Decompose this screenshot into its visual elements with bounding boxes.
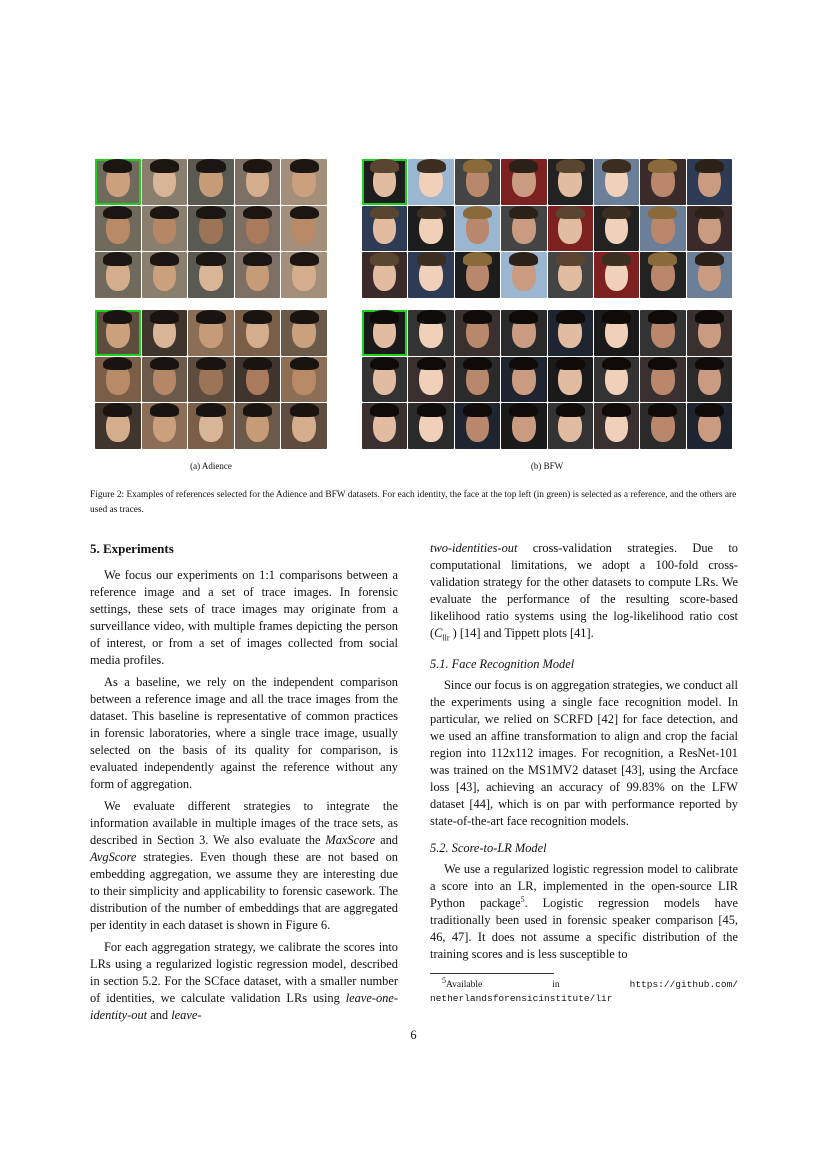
face-hair-shape [602, 403, 631, 417]
face-hair-shape [648, 159, 677, 173]
face-hair-shape [103, 206, 132, 220]
trace-face-image [594, 403, 639, 449]
face-hair-shape [602, 206, 631, 220]
trace-face-image [594, 310, 639, 356]
trace-face-image [687, 403, 732, 449]
paragraph: We evaluate different strategies to integrate the information available in multiple images of the trace sets, as described in Section 3. We also evaluate the MaxScore and AvgScore strategies. Even though these are not based on embedding aggregation, we assume they are interesting due to their simplicity and applicability to forensic casework. The distribution of the number of embeddings that are aggregated per identity in each dataset is shown in Figure 6. [90, 799, 398, 932]
face-hair-shape [695, 403, 724, 417]
trace-face-image [501, 206, 546, 252]
footnote-link-continued[interactable]: netherlandsforensicinstitute/lir [430, 993, 613, 1005]
face-hair-shape [150, 206, 179, 220]
face-hair-shape [509, 357, 538, 371]
face-hair-shape [556, 310, 585, 324]
face-hair-shape [290, 357, 319, 371]
face-hair-shape [648, 403, 677, 417]
trace-face-image [640, 159, 685, 205]
footnote: $^5$Available in https://github.com/ netherlandsforensicinstitute/lir [430, 976, 738, 1005]
trace-face-image [687, 357, 732, 403]
face-hair-shape [509, 310, 538, 324]
trace-face-image [281, 159, 327, 205]
face-hair-shape [417, 159, 446, 173]
trace-face-image [501, 310, 546, 356]
bfw-grid-top [362, 159, 732, 298]
face-hair-shape [556, 159, 585, 173]
subsection-heading-score-to-lr: 5.2. Score-to-LR Model [430, 841, 547, 856]
face-hair-shape [150, 357, 179, 371]
trace-face-image [95, 206, 141, 252]
trace-face-image [548, 252, 593, 298]
trace-face-image [501, 403, 546, 449]
paragraph: For each aggregation strategy, we calibrate the scores into LRs using a regularized logistic regression model, described in section 5.2. For the SCface dataset, with a smaller number of identities, we calculate validation LRs using leave-one-identity-out and leave- [90, 940, 398, 1022]
trace-face-image [455, 252, 500, 298]
trace-face-image [408, 357, 453, 403]
face-hair-shape [196, 159, 225, 173]
trace-face-image [188, 403, 234, 449]
trace-face-image [501, 357, 546, 403]
section-heading-experiments: 5. Experiments [90, 541, 174, 556]
trace-face-image [188, 310, 234, 356]
trace-face-image [408, 403, 453, 449]
face-hair-shape [290, 403, 319, 417]
face-hair-shape [370, 310, 399, 324]
face-hair-shape [556, 206, 585, 220]
face-hair-shape [243, 206, 272, 220]
page-number: 6 [410, 1028, 417, 1042]
face-hair-shape [509, 159, 538, 173]
face-hair-shape [417, 206, 446, 220]
face-hair-shape [602, 252, 631, 266]
face-hair-shape [243, 159, 272, 173]
face-hair-shape [695, 159, 724, 173]
face-hair-shape [509, 403, 538, 417]
trace-face-image [235, 159, 281, 205]
trace-face-image [95, 252, 141, 298]
reference-face-image [95, 159, 141, 205]
trace-face-image [95, 403, 141, 449]
trace-face-image [281, 206, 327, 252]
face-hair-shape [290, 159, 319, 173]
paragraph: two-identities-out cross-validation strategies. Due to computational limitations, we adopt a 100-fold cross-validation strategy for the other datasets to compute LRs. We evaluate the performance of the resulting score-based likelihood ratio systems using the log-likelihood ratio cost ($C_{llr}$ ) [14] and Tippett plots [41]. [430, 541, 738, 643]
face-hair-shape [463, 252, 492, 266]
trace-face-image [640, 252, 685, 298]
face-hair-shape [648, 206, 677, 220]
face-hair-shape [463, 159, 492, 173]
reference-face-image [362, 310, 407, 356]
face-hair-shape [103, 310, 132, 324]
trace-face-image [640, 310, 685, 356]
face-hair-shape [648, 357, 677, 371]
adience-caption: (a) Adience [190, 461, 232, 471]
trace-face-image [408, 252, 453, 298]
footnote-rule [430, 973, 554, 974]
trace-face-image [362, 357, 407, 403]
trace-face-image [281, 357, 327, 403]
face-hair-shape [150, 310, 179, 324]
face-hair-shape [103, 159, 132, 173]
face-hair-shape [243, 357, 272, 371]
face-hair-shape [196, 252, 225, 266]
trace-face-image [640, 206, 685, 252]
trace-face-image [142, 159, 188, 205]
face-hair-shape [463, 357, 492, 371]
trace-face-image [548, 357, 593, 403]
face-hair-shape [196, 310, 225, 324]
trace-face-image [142, 252, 188, 298]
face-hair-shape [370, 159, 399, 173]
face-hair-shape [243, 252, 272, 266]
face-hair-shape [648, 310, 677, 324]
figure-caption: Figure 2: Examples of references selected for the Adience and BFW datasets. For each identity, the face at the top left (in green) is selected as a reference, and the others are used as traces. [90, 490, 737, 515]
trace-face-image [594, 159, 639, 205]
face-hair-shape [196, 403, 225, 417]
face-hair-shape [695, 357, 724, 371]
face-hair-shape [150, 252, 179, 266]
trace-face-image [455, 206, 500, 252]
face-hair-shape [196, 357, 225, 371]
trace-face-image [362, 252, 407, 298]
face-hair-shape [695, 310, 724, 324]
trace-face-image [687, 252, 732, 298]
face-hair-shape [509, 206, 538, 220]
paragraph: As a baseline, we rely on the independent comparison between a reference image and all the trace images from the dataset. This baseline is representative of common practices in forensic laboratories, where a single trace image, usually selected on the basis of its quality for comparison, is evaluated independently against the reference without any form of aggregation. [90, 675, 398, 791]
trace-face-image [640, 357, 685, 403]
trace-face-image [501, 159, 546, 205]
face-hair-shape [463, 206, 492, 220]
trace-face-image [455, 403, 500, 449]
face-hair-shape [556, 403, 585, 417]
adience-grid-bottom [95, 310, 327, 449]
trace-face-image [455, 310, 500, 356]
face-hair-shape [103, 357, 132, 371]
trace-face-image [235, 310, 281, 356]
face-hair-shape [602, 310, 631, 324]
trace-face-image [548, 310, 593, 356]
face-hair-shape [290, 206, 319, 220]
trace-face-image [281, 252, 327, 298]
trace-face-image [455, 159, 500, 205]
face-hair-shape [243, 403, 272, 417]
face-hair-shape [417, 357, 446, 371]
trace-face-image [548, 403, 593, 449]
trace-face-image [687, 206, 732, 252]
face-hair-shape [243, 310, 272, 324]
trace-face-image [362, 403, 407, 449]
trace-face-image [594, 357, 639, 403]
paragraph: We focus our experiments on 1:1 comparisons between a reference image and a set of trace images. In forensic settings, these sets of trace images may originate from a surveillance video, with multiple frames depicting the person of interest, or from a set of images collected from social media profiles. [90, 568, 398, 667]
trace-face-image [594, 252, 639, 298]
face-hair-shape [370, 252, 399, 266]
reference-face-image [95, 310, 141, 356]
trace-face-image [687, 159, 732, 205]
face-hair-shape [602, 357, 631, 371]
face-hair-shape [463, 403, 492, 417]
bfw-caption: (b) BFW [530, 461, 564, 471]
trace-face-image [281, 403, 327, 449]
trace-face-image [235, 252, 281, 298]
bfw-grid-bottom [362, 310, 732, 449]
subsection-heading-face-recognition: 5.1. Face Recognition Model [430, 657, 575, 672]
trace-face-image [548, 206, 593, 252]
face-hair-shape [417, 252, 446, 266]
face-hair-shape [695, 252, 724, 266]
face-hair-shape [417, 403, 446, 417]
face-hair-shape [556, 252, 585, 266]
trace-face-image [95, 357, 141, 403]
face-hair-shape [463, 310, 492, 324]
face-hair-shape [556, 357, 585, 371]
trace-face-image [142, 310, 188, 356]
face-hair-shape [370, 403, 399, 417]
trace-face-image [142, 357, 188, 403]
face-hair-shape [290, 252, 319, 266]
trace-face-image [235, 206, 281, 252]
face-hair-shape [103, 403, 132, 417]
trace-face-image [408, 159, 453, 205]
paragraph: We use a regularized logistic regression model to calibrate a score into an LR, implemented in the open-source LIR Python package$^5$. Logistic regression models have traditionally been used in forensic speaker comparison [45, 46, 47]. It does not assume a specific distribution of the training scores and is less susceptible to [430, 862, 739, 962]
face-hair-shape [648, 252, 677, 266]
trace-face-image [188, 159, 234, 205]
trace-face-image [281, 310, 327, 356]
paragraph: Since our focus is on aggregation strategies, we conduct all the experiments using a single face recognition model. In particular, we relied on SCRFD [42] for face detection, and we used an affine transformation to align and crop the facial region into 112x112 images. For recognition, a ResNet-101 was trained on the MS1MV2 dataset [43], using the Arcface loss [43], achieving an accuracy of 99.83% on the LFW dataset [44], which is on par with performance reported by state-of-the-art face recognition models. [430, 678, 738, 829]
face-hair-shape [103, 252, 132, 266]
face-hair-shape [602, 159, 631, 173]
trace-face-image [235, 403, 281, 449]
trace-face-image [408, 206, 453, 252]
trace-face-image [687, 310, 732, 356]
face-hair-shape [196, 206, 225, 220]
face-hair-shape [290, 310, 319, 324]
face-hair-shape [370, 357, 399, 371]
adience-grid-top [95, 159, 327, 298]
trace-face-image [501, 252, 546, 298]
trace-face-image [188, 357, 234, 403]
trace-face-image [362, 206, 407, 252]
trace-face-image [640, 403, 685, 449]
trace-face-image [188, 206, 234, 252]
face-hair-shape [695, 206, 724, 220]
face-hair-shape [509, 252, 538, 266]
trace-face-image [235, 357, 281, 403]
trace-face-image [142, 403, 188, 449]
trace-face-image [142, 206, 188, 252]
face-hair-shape [150, 403, 179, 417]
face-hair-shape [417, 310, 446, 324]
footnote-link[interactable]: https://github.com/ [629, 979, 738, 991]
trace-face-image [455, 357, 500, 403]
face-hair-shape [150, 159, 179, 173]
trace-face-image [188, 252, 234, 298]
trace-face-image [548, 159, 593, 205]
trace-face-image [594, 206, 639, 252]
left-column [90, 540, 398, 1024]
face-hair-shape [370, 206, 399, 220]
right-column [430, 540, 738, 1006]
trace-face-image [408, 310, 453, 356]
reference-face-image [362, 159, 407, 205]
